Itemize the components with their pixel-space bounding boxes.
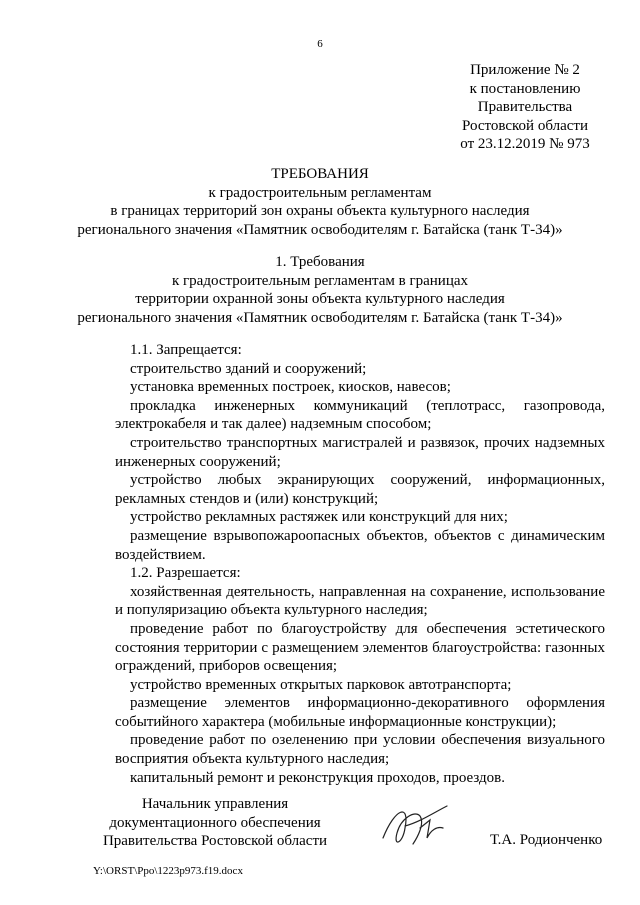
- prohibited-item: устройство рекламных растяжек или конструкций для них;: [130, 509, 508, 526]
- allowed-item: капитальный ремонт и реконструкция проходов, проездов.: [130, 769, 506, 786]
- appendix-line: Правительства: [477, 99, 573, 115]
- allowed-item: устройство временных открытых парковок автотранспорта;: [130, 676, 512, 693]
- allowed-item: проведение работ по озеленению при условии обеспечения визуального восприятия объекта культурного наследия;: [115, 732, 605, 768]
- prohibited-heading: 1.1. Запрещается:: [130, 342, 242, 358]
- appendix-line: от 23.12.2019 № 973: [460, 136, 590, 152]
- appendix-block: [420, 61, 630, 154]
- page-number: 6: [317, 38, 323, 50]
- title-line: к градостроительным регламентам: [208, 184, 432, 201]
- position-line: документационного обеспечения: [109, 814, 321, 831]
- prohibited-item: строительство транспортных магистралей и развязок, прочих надземных инженерных сооружений;: [115, 434, 605, 470]
- prohibited-item: размещение взрывопожароопасных объектов, объектов с динамическим воздействием.: [115, 527, 605, 563]
- position-line: Начальник управления: [141, 796, 289, 812]
- allowed-item: размещение элементов информационно-декоративного оформления событийного характера (мобильные информационные конструкции);: [115, 695, 605, 730]
- section-line: регионального значения «Памятник освободителям г. Батайска (танк Т-34)»: [77, 309, 563, 326]
- file-path-footer: Y:\ORST\Ppo\1223p973.f19.docx: [93, 865, 243, 877]
- title-line: регионального значения «Памятник освободителям г. Батайска (танк Т-34)»: [77, 221, 563, 238]
- appendix-line: Приложение № 2: [470, 62, 580, 78]
- prohibited-item: прокладка инженерных коммуникаций (теплотрасс, газопровода, электрокабеля и так далее) надземным способом;: [115, 397, 605, 433]
- signatory-position: [90, 795, 340, 851]
- allowed-item: хозяйственная деятельность, направленная на сохранение, использование и популяризацию объекта культурного наследия;: [115, 583, 605, 619]
- section-line: 1. Требования: [275, 254, 365, 270]
- section-line: территории охранной зоны объекта культурного наследия: [135, 291, 505, 307]
- signatory-name: Т.А. Родионченко: [490, 832, 603, 848]
- appendix-line: к постановлению: [469, 80, 581, 97]
- prohibited-item: устройство любых экранирующих сооружений, информационных, рекламных стендов и (или) конструкций;: [115, 472, 605, 507]
- appendix-line: Ростовской области: [462, 117, 588, 134]
- document-title: [20, 165, 620, 239]
- title-line: в границах территорий зон охраны объекта культурного наследия: [110, 203, 530, 219]
- title-heading: ТРЕБОВАНИЯ: [271, 166, 369, 182]
- section-line: к градостроительным регламентам в границах: [171, 272, 469, 289]
- handwritten-signature: [375, 798, 455, 853]
- prohibited-item: установка временных построек, киосков, навесов;: [130, 379, 451, 396]
- section-title: [20, 253, 620, 327]
- document-body: [115, 341, 605, 787]
- position-line: Правительства Ростовской области: [102, 833, 328, 849]
- allowed-item: проведение работ по благоустройству для обеспечения эстетического состояния территории с размещением элементов благоустройства: газонных ограждений, приборов освещения;: [115, 620, 605, 675]
- allowed-heading: 1.2. Разрешается:: [130, 565, 241, 582]
- prohibited-item: строительство зданий и сооружений;: [130, 360, 367, 377]
